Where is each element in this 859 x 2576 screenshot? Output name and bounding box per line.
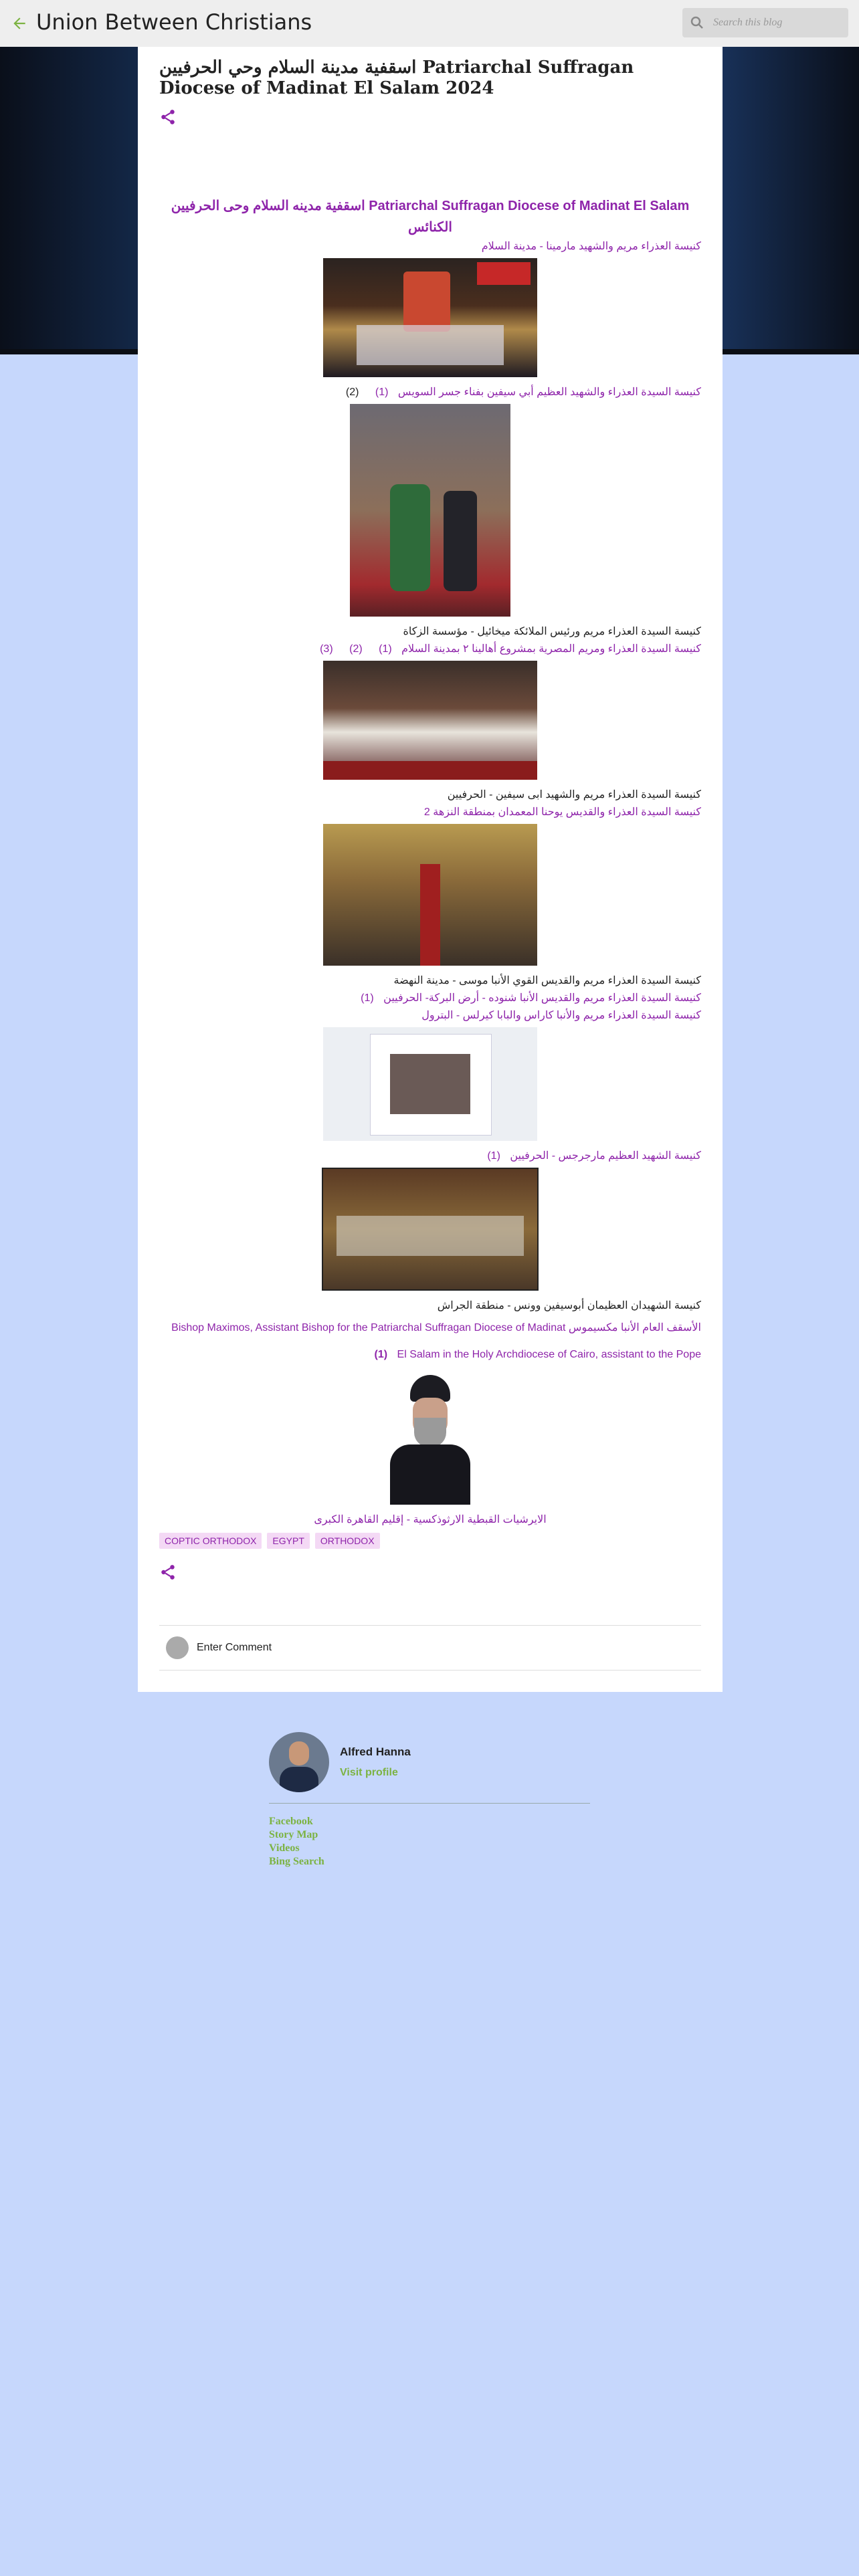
divider	[269, 1803, 590, 1804]
videos-link[interactable]: Videos	[269, 1842, 300, 1854]
share-icon[interactable]	[159, 1564, 177, 1581]
top-bar	[0, 0, 859, 47]
arrow-left-icon[interactable]	[11, 15, 28, 32]
photo-link-2[interactable]: (2)	[349, 643, 363, 655]
region-link[interactable]: الايرشيات القبطية الارثوذكسية - إقليم القاهرة الكبرى	[314, 1514, 547, 1525]
post-labels	[159, 1533, 701, 1549]
facebook-link[interactable]: Facebook	[269, 1816, 313, 1827]
church-link[interactable]: كنيسة السيدة العذراء ومريم المصرية بمشروع أهالينا ٢ بمدينة السلام	[401, 643, 701, 655]
church-text: كنيسة السيدة العذراء مريم والشهيد ابى سيفين - الحرفيين	[447, 789, 701, 800]
comment-box[interactable]	[159, 1625, 701, 1671]
church-line	[159, 990, 701, 1007]
church-photo	[323, 824, 537, 966]
church-line	[159, 641, 701, 658]
photo-link-3[interactable]: (3)	[320, 643, 333, 655]
photo-link-2[interactable]: (2)	[345, 387, 359, 398]
church-text: كنيسة السيدة العذراء مريم ورئيس الملائكة ميخائيل - مؤسسة الزكاة	[403, 626, 701, 637]
search-icon[interactable]	[689, 15, 705, 31]
label-orthodox[interactable]: ORTHODOX	[315, 1533, 380, 1549]
church-text: كنيسة السيدة العذراء مريم والقديس القوي الأنبا موسى - مدينة النهضة	[393, 975, 701, 986]
profile-links	[269, 1815, 324, 1868]
facebook-screenshot	[323, 1027, 537, 1141]
churches-subheading[interactable]: الكنائس	[408, 220, 452, 235]
post-title: اسقفية مدينة السلام وحي الحرفيين Patriarchal Suffragan Diocese of Madinat El Salam 2024	[159, 58, 634, 98]
church-link[interactable]: كنيسة السيدة العذراء مريم والقديس الأنبا شنوده - أرض البركة- الحرفيين	[383, 992, 701, 1004]
church-link[interactable]: كنيسة السيدة العذراء والقديس يوحنا المعمدان بمنطقة النزهة 2	[423, 807, 701, 818]
label-coptic-orthodox[interactable]: COPTIC ORTHODOX	[159, 1533, 262, 1549]
blog-title[interactable]: Union Between Christians	[36, 9, 312, 35]
church-line	[159, 1148, 701, 1165]
bishop-link[interactable]: الأسقف العام الأنبا مكسيموس Bishop Maximos, Assistant Bishop for the Patriarchal Suffragan Diocese of Madinat El Salam in the Holy Archdiocese of Cairo, assistant to the Pope	[171, 1322, 701, 1360]
post-body	[159, 147, 701, 1549]
share-icon[interactable]	[159, 108, 177, 126]
search-input[interactable]: Search this blog	[713, 17, 783, 28]
profile-name[interactable]: Alfred Hanna	[340, 1745, 411, 1758]
church-photo	[323, 258, 537, 377]
church-link[interactable]: كنيسة السيدة العذراء مريم والأنبا كاراس والبابا كيرلس - البترول	[421, 1010, 701, 1021]
church-text: كنيسة الشهيدان العظيمان أبوسيفين وونس - منطقة الجراش	[437, 1300, 701, 1311]
post-card	[138, 47, 723, 1692]
bishop-line	[159, 1315, 701, 1368]
church-link[interactable]: كنيسة العذراء مريم والشهيد مارمينا - مدينة السلام	[481, 241, 701, 252]
church-link[interactable]: كنيسة الشهيد العظيم مارجرجس - الحرفيين	[510, 1150, 701, 1162]
church-photo	[322, 1168, 539, 1291]
photo-link-1[interactable]: (1)	[487, 1150, 500, 1162]
photo-link-1[interactable]: (1)	[374, 1349, 388, 1360]
photo-link-1[interactable]: (1)	[375, 387, 389, 398]
story-map-link[interactable]: Story Map	[269, 1829, 318, 1840]
photo-link-1[interactable]: (1)	[361, 992, 374, 1004]
photo-link-1[interactable]: (1)	[379, 643, 392, 655]
bishop-photo	[377, 1371, 484, 1505]
profile-avatar[interactable]	[269, 1732, 329, 1792]
church-line	[159, 384, 701, 401]
bing-search-link[interactable]: Bing Search	[269, 1856, 324, 1867]
post-heading[interactable]: اسقفية مدينه السلام وحى الحرفيين Patriarchal Suffragan Diocese of Madinat El Salam	[171, 199, 690, 213]
search-box[interactable]	[682, 8, 848, 37]
church-link[interactable]: كنيسة السيدة العذراء والشهيد العظيم أبي سيفين بفناء جسر السويس	[397, 387, 701, 398]
church-photo	[350, 404, 510, 617]
visit-profile-link[interactable]: Visit profile	[340, 1767, 398, 1778]
label-egypt[interactable]: EGYPT	[267, 1533, 309, 1549]
avatar	[166, 1636, 189, 1659]
comment-input[interactable]: Enter Comment	[197, 1642, 272, 1653]
church-photo	[323, 661, 537, 780]
